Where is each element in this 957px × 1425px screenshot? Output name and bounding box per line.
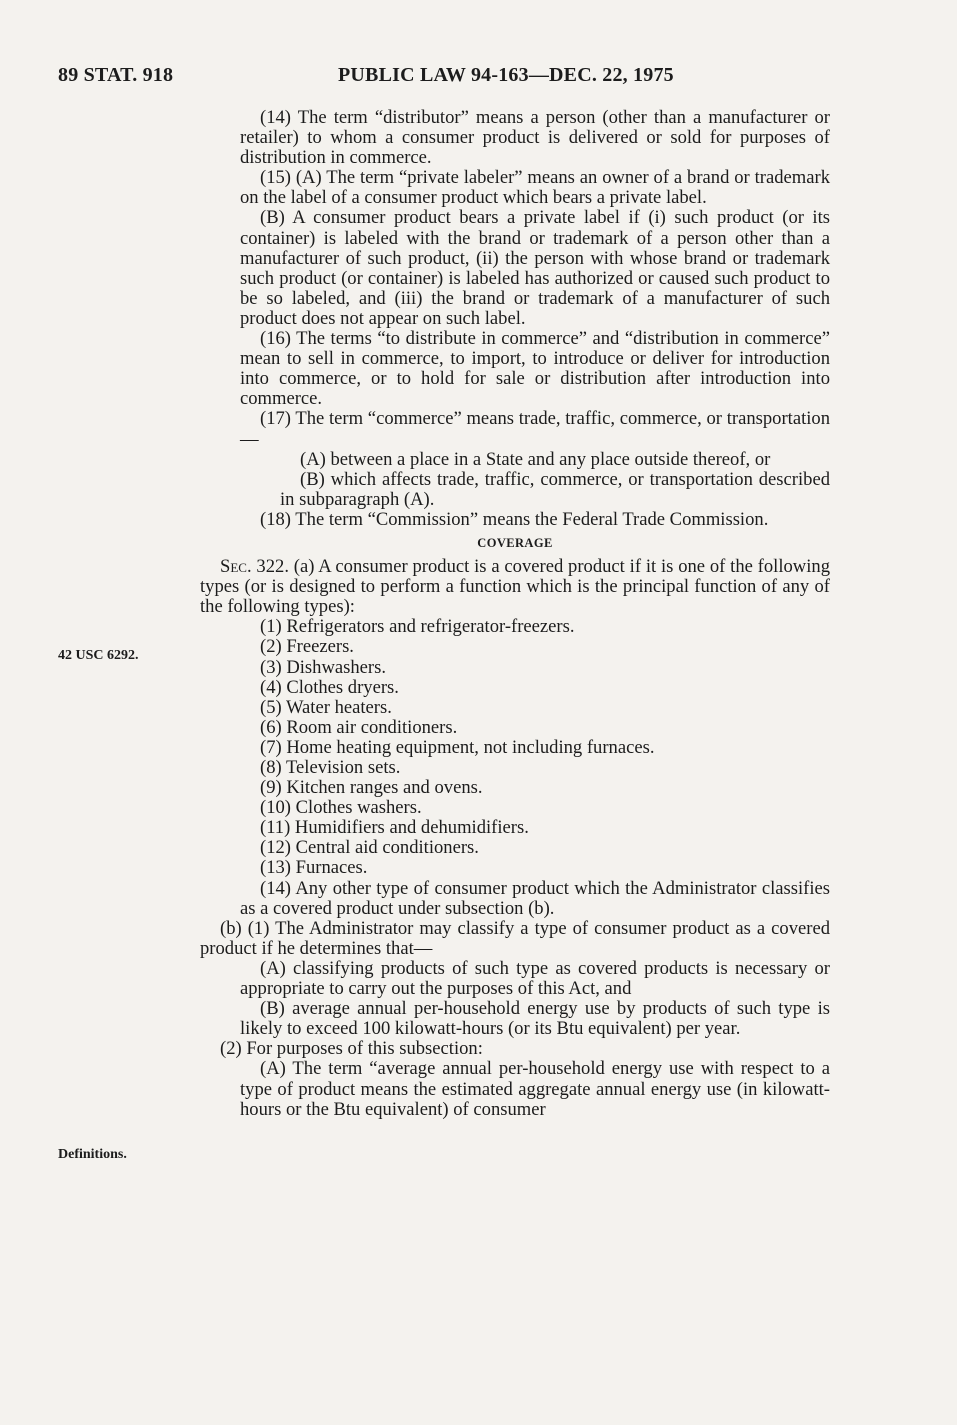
- list-item: (6) Room air conditioners.: [260, 716, 458, 738]
- section-322-text: 322. (a) A consumer product is a covered product if it is one of the following types (or is designed to perform a function which is the principal function of any of the following types):: [200, 556, 830, 618]
- margin-note-definitions: Definitions.: [58, 1147, 127, 1162]
- list-item: (13) Furnaces.: [260, 857, 368, 879]
- paragraph-17a: (A) between a place in a State and any place outside thereof, or: [300, 448, 771, 470]
- section-label: Sec.: [220, 556, 252, 578]
- list-item: (3) Dishwashers.: [260, 656, 386, 678]
- list-item-14: (14) Any other type of consumer product which the Administrator classifies as a covered product under subsection (b).: [240, 877, 830, 919]
- list-item: (7) Home heating equipment, not including furnaces.: [260, 736, 655, 758]
- paragraph-17: (17) The term “commerce” means trade, traffic, commerce, or transportation—: [240, 408, 830, 450]
- paragraph-15a: (15) (A) The term “private labeler” means an owner of a brand or trademark on the label of a consumer product which bears a private label.: [240, 167, 830, 209]
- subsection-b1: (b) (1) The Administrator may classify a type of consumer product as a covered product if he determines that—: [200, 917, 830, 959]
- list-item: (12) Central aid conditioners.: [260, 837, 479, 859]
- list-item: (5) Water heaters.: [260, 696, 392, 718]
- list-item: (4) Clothes dryers.: [260, 676, 399, 698]
- list-item: (1) Refrigerators and refrigerator-freezers.: [260, 616, 575, 638]
- covered-products-list: [200, 617, 830, 918]
- paragraph-17b: (B) which affects trade, traffic, commerce, or transportation described in subparagraph (A).: [280, 468, 830, 510]
- list-item: (8) Television sets.: [260, 757, 401, 778]
- body-text: [200, 108, 830, 1120]
- statute-page-number: 89 STAT. 918: [58, 64, 174, 86]
- subsection-b2-A: (A) The term “average annual per-household energy use with respect to a type of product means the estimated aggregate annual energy use (in kilowatt-hours or the Btu equivalent) of consumer: [240, 1058, 830, 1120]
- subsection-b1-A: (A) classifying products of such type as covered products is necessary or appropriate to carry out the purposes of this Act, and: [240, 957, 830, 1000]
- subsection-b2: (2) For purposes of this subsection:: [220, 1038, 483, 1060]
- page-title: PUBLIC LAW 94-163—DEC. 22, 1975: [338, 64, 674, 86]
- paragraph-16: (16) The terms “to distribute in commerce” and “distribution in commerce” mean to sell in commerce, to import, to introduce or deliver for introduction into commerce, or to hold for sale or distribution after introduction into commerce.: [240, 328, 830, 410]
- subsection-b1-B: (B) average annual per-household energy use by products of such type is likely to exceed 100 kilowatt-hours (or its Btu equivalent) per year.: [240, 998, 830, 1040]
- paragraph-14: (14) The term “distributor” means a person (other than a manufacturer or retailer) to whom a consumer product is delivered or sold for purposes of distribution in commerce.: [240, 107, 830, 169]
- list-item: (2) Freezers.: [260, 636, 354, 658]
- paragraph-18: (18) The term “Commission” means the Federal Trade Commission.: [260, 508, 769, 530]
- list-item: (11) Humidifiers and dehumidifiers.: [260, 817, 529, 839]
- list-item: (9) Kitchen ranges and ovens.: [260, 777, 483, 799]
- margin-note-usc: 42 USC 6292.: [58, 648, 139, 663]
- list-item: (10) Clothes washers.: [260, 797, 422, 819]
- section-322-intro: [200, 557, 830, 617]
- paragraph-15b: (B) A consumer product bears a private label if (i) such product (or its container) is labeled with the brand or trademark of a person other than a manufacturer of such product, (ii) the person with whose brand or trademark such product (or container) is labeled has authorized or caused such product to be so labeled, and (iii) the brand or trademark of a manufacturer of such product does not appear on such label.: [240, 207, 830, 329]
- coverage-heading: COVERAGE: [477, 535, 553, 550]
